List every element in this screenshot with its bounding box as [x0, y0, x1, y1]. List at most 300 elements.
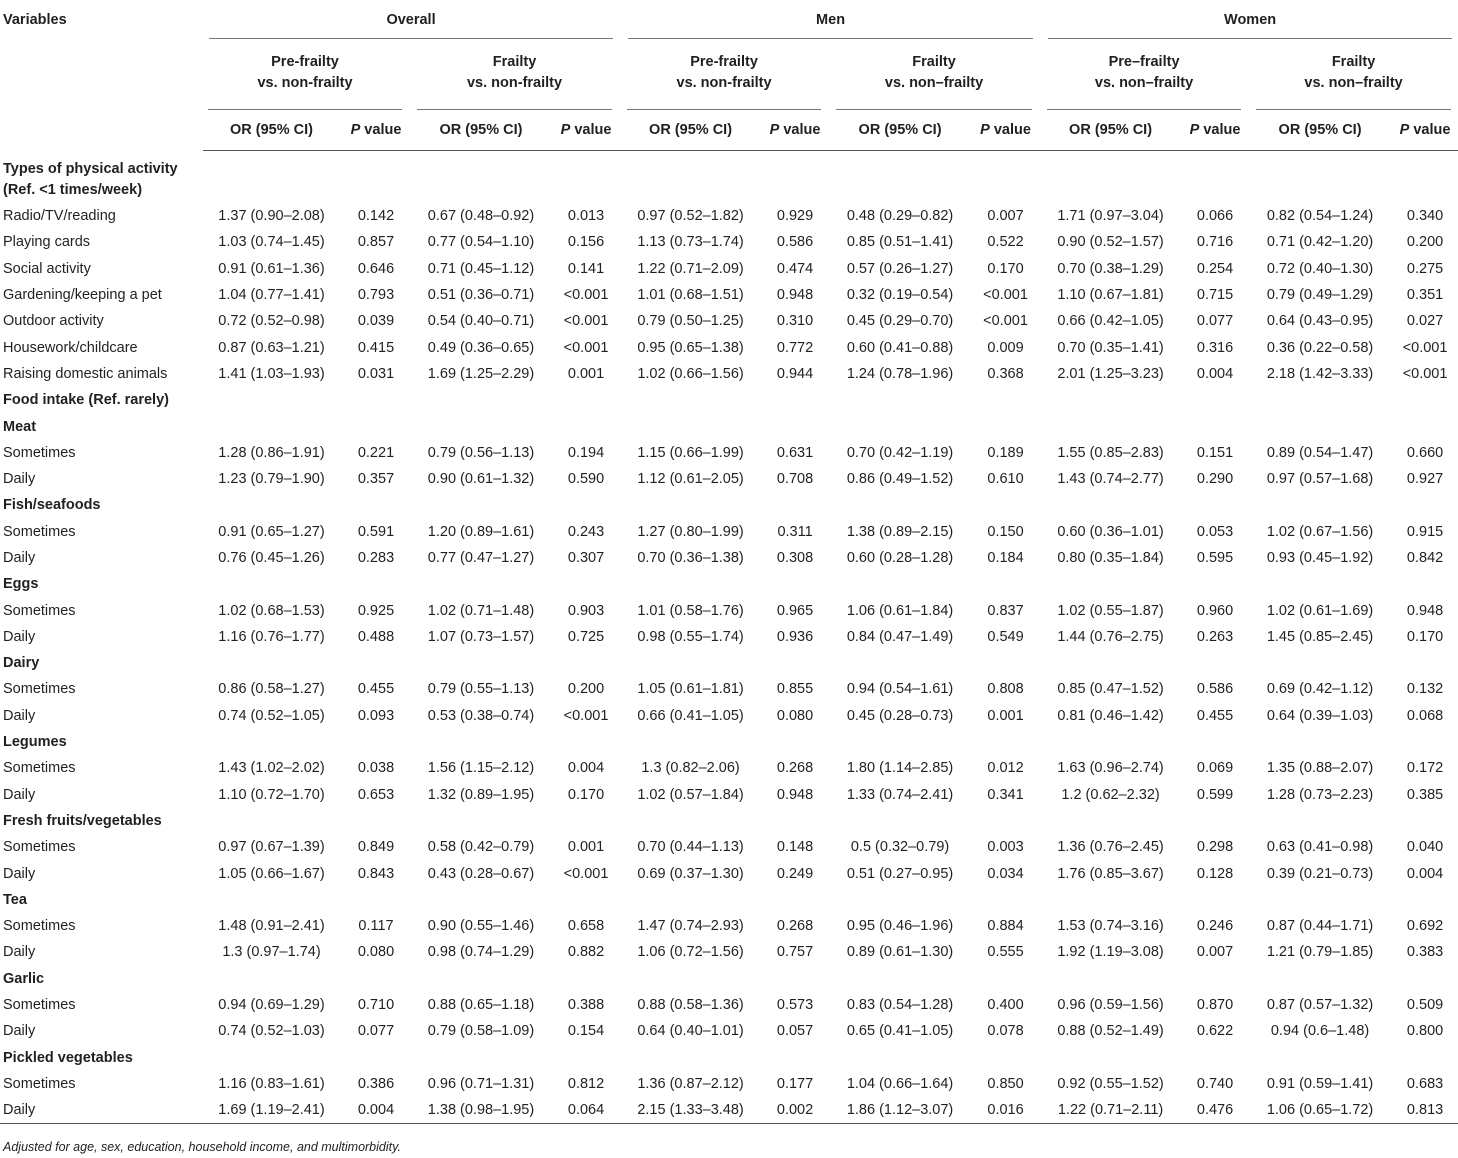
- cell-p-value: 0.944: [776, 365, 814, 382]
- cell-or-ci: 1.05 (0.66–1.67): [218, 865, 325, 882]
- cell-p-value: 0.246: [1196, 918, 1234, 935]
- cell-p-value: 0.683: [1406, 1075, 1444, 1092]
- cell-p-value: 0.573: [776, 997, 814, 1014]
- cell-or-ci: 0.64 (0.43–0.95): [1266, 313, 1374, 330]
- cell-p-value: 0.038: [357, 760, 395, 777]
- row-label: Sometimes: [3, 839, 76, 856]
- cell-p-value: 0.388: [567, 997, 605, 1014]
- row-label: Sometimes: [3, 760, 76, 777]
- cell-or-ci: 0.90 (0.55–1.46): [427, 918, 535, 935]
- cell-p-value: 0.184: [987, 550, 1024, 566]
- row-label: Sometimes: [3, 1075, 76, 1092]
- cell-or-ci: 1.10 (0.67–1.81): [1057, 287, 1164, 304]
- cell-p-value: 0.586: [1196, 681, 1234, 698]
- cell-or-ci: 1.22 (0.71–2.09): [637, 260, 744, 277]
- col-header-or: OR (95% CI): [1042, 110, 1179, 151]
- cell-p-value: 0.004: [567, 760, 605, 777]
- cell-or-ci: 0.91 (0.59–1.41): [1266, 1075, 1374, 1092]
- cell-or-ci: 0.80 (0.35–1.84): [1057, 550, 1164, 566]
- cell-or-ci: 1.48 (0.91–2.41): [218, 918, 325, 935]
- cell-p-value: 0.813: [1389, 1097, 1458, 1124]
- cell-p-value: 0.595: [1196, 550, 1234, 566]
- cell-p-value: 0.948: [776, 786, 814, 803]
- cell-p-value: 0.077: [357, 1023, 395, 1040]
- col-header-or: OR (95% CI): [203, 110, 340, 151]
- cell-or-ci: 0.72 (0.52–0.98): [218, 313, 325, 330]
- row-label: Daily: [3, 707, 36, 724]
- cell-or-ci: 0.95 (0.65–1.38): [637, 339, 744, 356]
- cell-or-ci: 0.49 (0.36–0.65): [427, 339, 535, 356]
- subgroup-header: Frailty vs. non–frailty: [1251, 52, 1458, 110]
- cell-p-value: 0.057: [776, 1023, 814, 1040]
- column-header-row: [0, 110, 1458, 151]
- row-label: Daily: [3, 944, 36, 961]
- cell-or-ci: 0.88 (0.58–1.36): [637, 997, 744, 1014]
- cell-p-value: 0.007: [1196, 944, 1234, 961]
- cell-or-ci: 1.38 (0.98–1.95): [412, 1097, 550, 1124]
- row-label: Daily: [0, 1097, 203, 1124]
- cell-or-ci: 1.41 (1.03–1.93): [218, 365, 325, 382]
- cell-or-ci: 1.28 (0.86–1.91): [218, 444, 325, 461]
- cell-or-ci: 1.02 (0.61–1.69): [1266, 602, 1374, 619]
- table-row: [0, 834, 1458, 860]
- cell-p-value: 0.857: [357, 234, 395, 251]
- cell-or-ci: 0.76 (0.45–1.26): [218, 550, 325, 566]
- cell-or-ci: 0.94 (0.6–1.48): [1270, 1023, 1370, 1040]
- cell-or-ci: 1.24 (0.78–1.96): [846, 365, 954, 382]
- cell-or-ci: 1.04 (0.66–1.64): [846, 1075, 954, 1092]
- cell-or-ci: 0.74 (0.52–1.03): [218, 1023, 325, 1040]
- cell-or-ci: 0.70 (0.44–1.13): [637, 839, 744, 856]
- cell-or-ci: 0.87 (0.44–1.71): [1266, 918, 1374, 935]
- cell-or-ci: 0.45 (0.29–0.70): [846, 313, 954, 330]
- cell-p-value: 0.660: [1406, 444, 1444, 461]
- cell-or-ci: 1.33 (0.74–2.41): [846, 786, 954, 803]
- col-header-or: OR (95% CI): [622, 110, 759, 151]
- cell-p-value: 0.268: [776, 760, 814, 777]
- cell-p-value: 0.078: [987, 1023, 1024, 1040]
- cell-p-value: <0.001: [1402, 365, 1448, 382]
- table-row: [0, 545, 1458, 571]
- section-label: Food intake (Ref. rarely): [3, 392, 169, 409]
- cell-or-ci: 0.97 (0.57–1.68): [1266, 471, 1374, 488]
- cell-or-ci: 0.74 (0.52–1.05): [218, 707, 325, 724]
- cell-or-ci: 1.44 (0.76–2.75): [1057, 628, 1164, 645]
- cell-p-value: 0.658: [567, 918, 605, 935]
- cell-p-value: 0.080: [776, 707, 814, 724]
- table-row: [0, 782, 1458, 808]
- cell-p-value: 0.093: [357, 707, 395, 724]
- cell-p-value: 0.549: [987, 628, 1024, 645]
- cell-or-ci: 1.43 (0.74–2.77): [1057, 471, 1164, 488]
- cell-p-value: 0.249: [776, 865, 814, 882]
- cell-or-ci: 0.79 (0.50–1.25): [637, 313, 744, 330]
- cell-p-value: 0.455: [1196, 707, 1234, 724]
- cell-or-ci: 1.2 (0.62–2.32): [1061, 786, 1160, 803]
- col-header-or: OR (95% CI): [831, 110, 969, 151]
- cell-p-value: 0.351: [1406, 287, 1444, 304]
- table-row: [0, 755, 1458, 781]
- col-header-or: OR (95% CI): [412, 110, 550, 151]
- row-label: Daily: [3, 786, 36, 803]
- cell-p-value: 0.341: [987, 786, 1024, 803]
- row-label: Daily: [3, 628, 36, 645]
- table-row: [0, 519, 1458, 545]
- subgroup-header: Pre–frailty vs. non–frailty: [1042, 52, 1251, 110]
- cell-or-ci: 0.67 (0.48–0.92): [427, 208, 535, 225]
- cell-p-value: 0.855: [776, 681, 814, 698]
- section-label: Types of physical activity (Ref. <1 times/week): [3, 161, 178, 198]
- cell-p-value: 0.150: [987, 523, 1024, 540]
- cell-or-ci: 0.51 (0.36–0.71): [427, 287, 535, 304]
- cell-p-value: 0.870: [1196, 997, 1234, 1014]
- section-label: Garlic: [3, 970, 45, 987]
- cell-p-value: <0.001: [563, 707, 609, 724]
- section-label: Legumes: [3, 734, 67, 751]
- cell-p-value: 0.200: [1406, 234, 1444, 251]
- cell-or-ci: 0.94 (0.54–1.61): [846, 681, 954, 698]
- cell-or-ci: 1.01 (0.68–1.51): [637, 287, 744, 304]
- cell-p-value: 0.622: [1196, 1023, 1234, 1040]
- cell-or-ci: 0.93 (0.45–1.92): [1266, 550, 1374, 566]
- cell-p-value: 0.156: [567, 234, 605, 251]
- cell-or-ci: 0.79 (0.49–1.29): [1266, 287, 1374, 304]
- row-label: Sometimes: [3, 602, 76, 619]
- table-row: [0, 913, 1458, 939]
- cell-or-ci: 1.20 (0.89–1.61): [427, 523, 535, 540]
- cell-p-value: 0.194: [567, 444, 605, 461]
- cell-p-value: 0.004: [340, 1097, 412, 1124]
- section-row: [0, 571, 1458, 597]
- cell-p-value: 0.740: [1196, 1075, 1234, 1092]
- cell-or-ci: 1.06 (0.72–1.56): [637, 944, 744, 961]
- row-label: Radio/TV/reading: [3, 208, 116, 225]
- row-label: Playing cards: [3, 234, 91, 251]
- cell-p-value: 0.960: [1196, 602, 1234, 619]
- cell-or-ci: 0.79 (0.55–1.13): [427, 681, 535, 698]
- cell-p-value: 0.001: [567, 839, 605, 856]
- cell-or-ci: 0.65 (0.41–1.05): [846, 1023, 954, 1040]
- cell-p-value: 0.128: [1196, 865, 1234, 882]
- cell-p-value: 0.066: [1196, 208, 1234, 225]
- cell-or-ci: 0.85 (0.47–1.52): [1057, 681, 1164, 698]
- cell-or-ci: 1.02 (0.55–1.87): [1057, 602, 1164, 619]
- cell-p-value: 0.925: [357, 602, 395, 619]
- cell-or-ci: 0.60 (0.28–1.28): [846, 550, 954, 566]
- cell-p-value: <0.001: [563, 313, 609, 330]
- cell-or-ci: 0.70 (0.42–1.19): [846, 444, 954, 461]
- cell-p-value: 0.715: [1196, 287, 1234, 304]
- cell-or-ci: 1.86 (1.12–3.07): [831, 1097, 969, 1124]
- cell-p-value: 0.948: [776, 287, 814, 304]
- table-row: [0, 939, 1458, 965]
- cell-p-value: 0.455: [357, 681, 395, 698]
- cell-p-value: 0.965: [776, 602, 814, 619]
- cell-p-value: 0.793: [357, 287, 395, 304]
- cell-p-value: 0.415: [357, 339, 395, 356]
- row-label: Sometimes: [3, 523, 76, 540]
- cell-p-value: 0.522: [987, 234, 1024, 251]
- subgroup-header: Frailty vs. non-frailty: [412, 52, 622, 110]
- cell-or-ci: 0.39 (0.21–0.73): [1266, 865, 1374, 882]
- cell-or-ci: 2.18 (1.42–3.33): [1266, 365, 1374, 382]
- cell-p-value: 0.077: [1196, 313, 1234, 330]
- cell-p-value: 0.001: [567, 365, 605, 382]
- cell-or-ci: 1.43 (1.02–2.02): [218, 760, 325, 777]
- table-row: [0, 203, 1458, 229]
- cell-p-value: 0.132: [1406, 681, 1444, 698]
- cell-or-ci: 1.28 (0.73–2.23): [1266, 786, 1374, 803]
- cell-or-ci: 1.80 (1.14–2.85): [846, 760, 954, 777]
- cell-p-value: <0.001: [983, 313, 1028, 330]
- cell-or-ci: 0.96 (0.71–1.31): [427, 1075, 535, 1092]
- cell-or-ci: 1.92 (1.19–3.08): [1057, 944, 1164, 961]
- cell-or-ci: 0.51 (0.27–0.95): [846, 865, 954, 882]
- cell-or-ci: 1.02 (0.57–1.84): [637, 786, 744, 803]
- table-row: [0, 466, 1458, 492]
- cell-p-value: 0.383: [1406, 944, 1444, 961]
- row-label: Sometimes: [3, 997, 76, 1014]
- cell-or-ci: 0.97 (0.52–1.82): [637, 208, 744, 225]
- cell-p-value: 0.812: [567, 1075, 605, 1092]
- cell-p-value: 0.034: [987, 865, 1024, 882]
- row-label: Sometimes: [3, 444, 76, 461]
- table-row: [0, 334, 1458, 360]
- cell-p-value: 0.039: [357, 313, 395, 330]
- cell-p-value: 0.031: [357, 365, 395, 382]
- cell-or-ci: 0.82 (0.54–1.24): [1266, 208, 1374, 225]
- cell-or-ci: 0.60 (0.41–0.88): [846, 339, 954, 356]
- table-row: [0, 597, 1458, 623]
- cell-or-ci: 0.86 (0.58–1.27): [218, 681, 325, 698]
- cell-p-value: 0.772: [776, 339, 814, 356]
- table-row: [0, 229, 1458, 255]
- row-label: Outdoor activity: [3, 313, 104, 330]
- cell-or-ci: 1.04 (0.77–1.41): [218, 287, 325, 304]
- cell-p-value: 0.646: [357, 260, 395, 277]
- cell-or-ci: 1.47 (0.74–2.93): [637, 918, 744, 935]
- cell-p-value: 0.068: [1406, 707, 1444, 724]
- cell-or-ci: 0.5 (0.32–0.79): [850, 839, 950, 856]
- cell-p-value: 0.357: [357, 471, 395, 488]
- cell-p-value: 0.002: [759, 1097, 831, 1124]
- cell-or-ci: 1.3 (0.82–2.06): [641, 760, 740, 777]
- cell-p-value: 0.842: [1406, 550, 1444, 566]
- section-label: Eggs: [3, 576, 39, 593]
- cell-p-value: 0.710: [357, 997, 395, 1014]
- cell-p-value: 0.849: [357, 839, 395, 856]
- section-row: [0, 387, 1458, 413]
- cell-or-ci: 0.98 (0.74–1.29): [427, 944, 535, 961]
- cell-or-ci: 1.10 (0.72–1.70): [218, 786, 325, 803]
- row-label: Raising domestic animals: [3, 365, 168, 382]
- cell-p-value: <0.001: [1402, 339, 1448, 356]
- cell-or-ci: 0.32 (0.19–0.54): [846, 287, 954, 304]
- cell-or-ci: 0.43 (0.28–0.67): [427, 865, 535, 882]
- cell-or-ci: 2.01 (1.25–3.23): [1057, 365, 1164, 382]
- cell-p-value: 0.757: [776, 944, 814, 961]
- cell-p-value: 0.003: [987, 839, 1024, 856]
- cell-or-ci: 0.54 (0.40–0.71): [427, 313, 535, 330]
- cell-or-ci: 1.23 (0.79–1.90): [218, 471, 325, 488]
- cell-or-ci: 1.02 (0.68–1.53): [218, 602, 325, 619]
- cell-or-ci: 0.69 (0.37–1.30): [637, 865, 744, 882]
- cell-or-ci: 0.70 (0.35–1.41): [1057, 339, 1164, 356]
- cell-p-value: 0.708: [776, 471, 814, 488]
- cell-or-ci: 0.90 (0.61–1.32): [427, 471, 535, 488]
- cell-or-ci: 1.76 (0.85–3.67): [1057, 865, 1164, 882]
- cell-p-value: 0.013: [567, 208, 605, 225]
- cell-or-ci: 0.64 (0.40–1.01): [637, 1023, 744, 1040]
- table-row: [0, 308, 1458, 334]
- col-header-p-value: P value: [759, 110, 831, 151]
- cell-p-value: 0.555: [987, 944, 1024, 961]
- cell-or-ci: 1.06 (0.61–1.84): [846, 602, 954, 619]
- row-label: Gardening/keeping a pet: [3, 287, 162, 304]
- section-row: [0, 492, 1458, 518]
- cell-or-ci: 1.32 (0.89–1.95): [427, 786, 535, 803]
- cell-p-value: 0.117: [358, 918, 394, 935]
- cell-or-ci: 0.64 (0.39–1.03): [1266, 707, 1374, 724]
- cell-or-ci: 0.84 (0.47–1.49): [846, 628, 954, 645]
- cell-p-value: 0.837: [987, 602, 1024, 619]
- cell-or-ci: 0.88 (0.65–1.18): [427, 997, 535, 1014]
- cell-p-value: 0.254: [1196, 260, 1234, 277]
- cell-or-ci: 0.57 (0.26–1.27): [846, 260, 954, 277]
- cell-p-value: 0.843: [357, 865, 395, 882]
- cell-p-value: 0.177: [776, 1075, 814, 1092]
- row-label: Daily: [3, 550, 36, 566]
- cell-p-value: 0.275: [1406, 260, 1444, 277]
- cell-p-value: 0.170: [987, 260, 1024, 277]
- cell-or-ci: 0.45 (0.28–0.73): [846, 707, 954, 724]
- cell-p-value: 0.340: [1406, 208, 1444, 225]
- cell-or-ci: 1.37 (0.90–2.08): [218, 208, 325, 225]
- cell-p-value: 0.172: [1406, 760, 1444, 777]
- row-label: Daily: [3, 471, 36, 488]
- cell-p-value: 0.725: [567, 628, 605, 645]
- row-label: Social activity: [3, 260, 91, 277]
- cell-p-value: 0.283: [357, 550, 395, 566]
- cell-p-value: 0.488: [357, 628, 395, 645]
- cell-p-value: 0.915: [1406, 523, 1444, 540]
- cell-or-ci: 1.3 (0.97–1.74): [222, 944, 321, 961]
- section-row: [0, 151, 1458, 204]
- cell-or-ci: 0.60 (0.36–1.01): [1057, 523, 1164, 540]
- cell-p-value: 0.189: [987, 444, 1024, 461]
- cell-or-ci: 2.15 (1.33–3.48): [622, 1097, 759, 1124]
- cell-or-ci: 1.02 (0.66–1.56): [637, 365, 744, 382]
- cell-or-ci: 1.03 (0.74–1.45): [218, 234, 325, 251]
- cell-or-ci: 1.69 (1.25–2.29): [427, 365, 535, 382]
- cell-or-ci: 0.95 (0.46–1.96): [846, 918, 954, 935]
- cell-or-ci: 1.55 (0.85–2.83): [1057, 444, 1164, 461]
- cell-or-ci: 1.07 (0.73–1.57): [427, 628, 535, 645]
- cell-p-value: 0.385: [1406, 786, 1444, 803]
- row-label: Housework/childcare: [3, 339, 138, 356]
- col-header-p-value: P value: [340, 110, 412, 151]
- cell-p-value: 0.808: [987, 681, 1024, 698]
- section-label: Fresh fruits/vegetables: [3, 812, 162, 829]
- cell-p-value: 0.653: [357, 786, 395, 803]
- cell-or-ci: 1.06 (0.65–1.72): [1251, 1097, 1389, 1124]
- cell-p-value: 0.263: [1196, 628, 1234, 645]
- cell-or-ci: 0.71 (0.42–1.20): [1266, 234, 1374, 251]
- cell-or-ci: 1.36 (0.76–2.45): [1057, 839, 1164, 856]
- cell-or-ci: 1.15 (0.66–1.99): [637, 444, 744, 461]
- cell-or-ci: 0.36 (0.22–0.58): [1266, 339, 1374, 356]
- cell-or-ci: 0.81 (0.46–1.42): [1057, 707, 1164, 724]
- table-row: [0, 440, 1458, 466]
- cell-or-ci: 0.87 (0.63–1.21): [218, 339, 325, 356]
- cell-p-value: 0.298: [1196, 839, 1234, 856]
- cell-or-ci: 1.02 (0.71–1.48): [427, 602, 535, 619]
- cell-p-value: 0.012: [987, 760, 1024, 777]
- cell-or-ci: 0.89 (0.54–1.47): [1266, 444, 1374, 461]
- group-header-women: Women: [1042, 0, 1458, 52]
- cell-p-value: 0.148: [776, 839, 814, 856]
- cell-p-value: 0.141: [567, 260, 605, 277]
- cell-p-value: 0.243: [567, 523, 605, 540]
- section-label: Tea: [3, 891, 27, 908]
- row-label: Daily: [3, 865, 36, 882]
- cell-p-value: 0.586: [776, 234, 814, 251]
- cell-p-value: 0.590: [567, 471, 605, 488]
- cell-p-value: <0.001: [563, 339, 609, 356]
- col-header-p-value: P value: [550, 110, 622, 151]
- cell-p-value: 0.170: [1406, 628, 1444, 645]
- cell-p-value: 0.927: [1406, 471, 1444, 488]
- cell-or-ci: 0.69 (0.42–1.12): [1266, 681, 1374, 698]
- cell-p-value: 0.069: [1196, 760, 1234, 777]
- cell-p-value: <0.001: [983, 287, 1028, 304]
- cell-p-value: 0.850: [987, 1075, 1024, 1092]
- cell-or-ci: 1.35 (0.88–2.07): [1266, 760, 1374, 777]
- cell-p-value: 0.599: [1196, 786, 1234, 803]
- cell-p-value: 0.080: [357, 944, 395, 961]
- cell-p-value: 0.268: [776, 918, 814, 935]
- cell-p-value: 0.310: [776, 313, 814, 330]
- cell-or-ci: 1.56 (1.15–2.12): [427, 760, 535, 777]
- cell-p-value: 0.884: [987, 918, 1024, 935]
- variables-header: Variables: [3, 12, 67, 28]
- cell-p-value: 0.386: [357, 1075, 395, 1092]
- cell-or-ci: 1.38 (0.89–2.15): [846, 523, 954, 540]
- cell-p-value: 0.170: [567, 786, 605, 803]
- cell-p-value: 0.053: [1196, 523, 1234, 540]
- cell-or-ci: 0.66 (0.41–1.05): [637, 707, 744, 724]
- table-row: [0, 676, 1458, 702]
- col-header-p-value: P value: [1389, 110, 1458, 151]
- cell-or-ci: 0.96 (0.59–1.56): [1057, 997, 1164, 1014]
- row-label: Daily: [3, 1023, 36, 1040]
- cell-p-value: 0.716: [1196, 234, 1234, 251]
- cell-p-value: 0.800: [1406, 1023, 1444, 1040]
- col-header-p-value: P value: [969, 110, 1042, 151]
- subgroup-header: Pre-frailty vs. non-frailty: [622, 52, 831, 110]
- col-header-or: OR (95% CI): [1251, 110, 1389, 151]
- cell-p-value: 0.903: [567, 602, 605, 619]
- section-row: [0, 808, 1458, 834]
- cell-or-ci: 0.86 (0.49–1.52): [846, 471, 954, 488]
- cell-or-ci: 1.12 (0.61–2.05): [637, 471, 744, 488]
- cell-or-ci: 1.16 (0.83–1.61): [218, 1075, 325, 1092]
- cell-or-ci: 1.45 (0.85–2.45): [1266, 628, 1374, 645]
- section-row: [0, 1045, 1458, 1071]
- cell-p-value: 0.936: [776, 628, 814, 645]
- cell-p-value: 0.474: [776, 260, 814, 277]
- cell-or-ci: 1.22 (0.71–2.11): [1042, 1097, 1179, 1124]
